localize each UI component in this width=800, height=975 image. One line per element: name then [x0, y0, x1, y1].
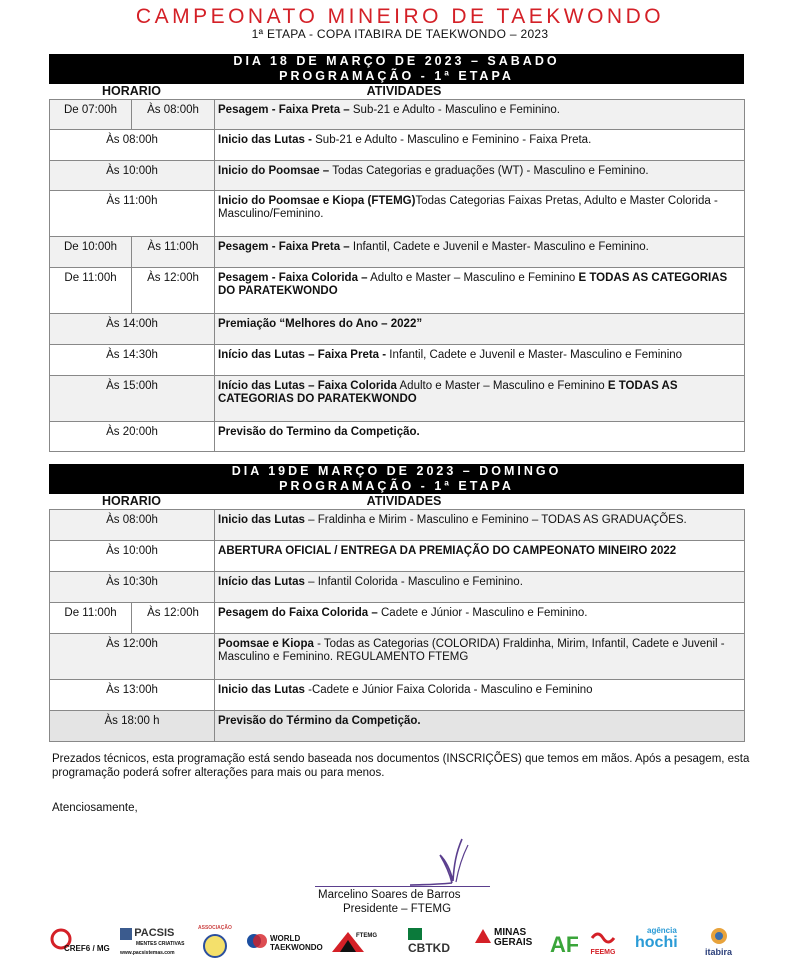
- activity-extra: E TODAS AS CATEGORIAS DO PARATEKWONDO: [218, 380, 678, 405]
- page-title: CAMPEONATO MINEIRO DE TAEKWONDO: [135, 5, 665, 28]
- activity-title: Previsão do Término da Competição.: [218, 715, 421, 727]
- horario-header: HORARIO: [101, 494, 162, 508]
- time-start: De 10:00h: [50, 237, 132, 268]
- table-row: [50, 603, 745, 634]
- horario-header: HORARIO: [101, 84, 162, 98]
- activity-cell: [215, 314, 745, 345]
- signature-role: Presidente – FTEMG: [343, 903, 452, 915]
- pacsis-icon: [120, 928, 132, 940]
- table-row: [50, 680, 745, 711]
- activity-cell: [215, 711, 745, 742]
- activity-cell: [215, 268, 745, 314]
- activity-cell: [215, 572, 745, 603]
- activity-detail: Infantil, Cadete e Juvenil e Master- Masculino e Feminino.: [349, 241, 649, 253]
- activity-cell: [215, 634, 745, 680]
- pacsis-logo: PACSIS MENTES CRIATIVAS www.pacsistemas.com: [120, 927, 185, 956]
- cref-logo: CREF6 / MG: [50, 928, 72, 952]
- time-start: De 11:00h: [50, 603, 132, 634]
- activity-detail: Adulto e Master – Masculino e Feminino: [396, 380, 608, 392]
- day1-header-bar: [49, 54, 744, 84]
- day1-program: PROGRAMAÇÃO - 1ª ETAPA: [279, 69, 514, 83]
- activity-cell: [215, 376, 745, 422]
- activity-detail: Todas Categorias e graduações (WT) - Masculino e Feminino.: [329, 165, 649, 177]
- cbtkd-logo: CBTKD: [408, 928, 450, 953]
- time-cell: Às 10:00h: [50, 161, 215, 191]
- time-cell: Às 12:00h: [50, 634, 215, 680]
- activity-title: Inicio do Poomsae e Kiopa (FTEMG): [218, 195, 416, 207]
- table-row: [50, 634, 745, 680]
- table-row: [50, 510, 745, 541]
- activity-detail: Adulto e Master – Masculino e Feminino: [367, 272, 579, 284]
- activity-detail: Todas Categorias Faixas Pretas, Adulto e Master Colorida -Masculino/Feminino.: [218, 195, 718, 220]
- signature-line: [315, 886, 490, 887]
- atividades-header: ATIVIDADES: [366, 84, 442, 98]
- feemg-wave-icon: [590, 928, 616, 946]
- activity-cell: [215, 161, 745, 191]
- activity-detail: Cadete e Júnior - Masculino e Feminino.: [377, 607, 588, 619]
- day2-header-bar: [49, 464, 744, 494]
- activity-title: Pesagem - Faixa Preta –: [218, 104, 350, 116]
- activity-title: Início das Lutas: [218, 576, 305, 588]
- activity-cell: [215, 541, 745, 572]
- closing-text: Atenciosamente,: [52, 802, 138, 814]
- agencia-hochi-logo: agência hochi: [635, 926, 678, 951]
- time-start: De 07:00h: [50, 100, 132, 130]
- af-emblem-icon: [548, 928, 578, 958]
- table-row: [50, 237, 745, 268]
- activity-cell: [215, 130, 745, 161]
- time-end: Às 12:00h: [132, 603, 215, 634]
- minas-triangle-icon: [474, 928, 492, 944]
- cbtkd-icon: [408, 928, 422, 940]
- activity-cell: [215, 237, 745, 268]
- svg-text:AF: AF: [550, 932, 578, 957]
- activity-detail: -Cadete e Júnior Faixa Colorida - Masculino e Feminino: [304, 684, 593, 696]
- table-row: [50, 572, 745, 603]
- day1-column-headers: [49, 84, 744, 99]
- time-cell: Às 14:30h: [50, 345, 215, 376]
- activity-title: Previsão do Termino da Competição.: [218, 426, 420, 438]
- time-cell: Às 08:00h: [50, 130, 215, 161]
- day2-program: PROGRAMAÇÃO - 1ª ETAPA: [279, 479, 514, 493]
- activity-title: Início das Lutas – Faixa Colorida: [218, 380, 397, 392]
- atividades-header: ATIVIDADES: [366, 494, 442, 508]
- activity-title: Inicio do Poomsae –: [218, 165, 330, 177]
- day2-column-headers: [49, 494, 744, 509]
- ftemg-logo: FTEMG: [330, 930, 370, 956]
- activity-cell: [215, 603, 745, 634]
- table-row: [50, 191, 745, 237]
- activity-title: Pesagem - Faixa Colorida –: [218, 272, 368, 284]
- time-cell: Às 11:00h: [50, 191, 215, 237]
- day1-schedule: [49, 54, 744, 452]
- activity-cell: [215, 100, 745, 130]
- table-row: [50, 345, 745, 376]
- af-logo: [548, 928, 578, 960]
- activity-cell: [215, 680, 745, 711]
- activity-cell: [215, 191, 745, 237]
- table-row: [50, 314, 745, 345]
- itabira-logo: itabira: [705, 926, 732, 957]
- activity-title: Inicio das Lutas: [218, 684, 305, 696]
- time-cell: Às 20:00h: [50, 422, 215, 452]
- table-row: [50, 422, 745, 452]
- activity-cell: [215, 345, 745, 376]
- table-row: [50, 376, 745, 422]
- time-cell: Às 10:30h: [50, 572, 215, 603]
- activity-detail: – Fraldinha e Mirim - Masculino e Feminino – TODAS AS GRADUAÇÕES.: [304, 514, 687, 526]
- activity-title: Pesagem do Faixa Colorida –: [218, 607, 378, 619]
- feemg-logo: FEEMG: [590, 928, 616, 957]
- time-cell: Às 10:00h: [50, 541, 215, 572]
- note-text: Prezados técnicos, esta programação está sendo baseada nos documentos (INSCRIÇÕES) que temos em mãos. Após a pesagem, esta programação poderá sofrer alterações para mais ou para menos.: [52, 753, 750, 779]
- activity-extra: E TODAS AS CATEGORIAS DO PARATEKWONDO: [218, 272, 728, 297]
- day1-table: [49, 99, 745, 452]
- activity-detail: Infantil, Cadete e Juvenil e Master- Masculino e Feminino: [386, 349, 683, 361]
- activity-detail: – Infantil Colorida - Masculino e Feminino.: [304, 576, 523, 588]
- table-row: [50, 161, 745, 191]
- activity-title: Inicio das Lutas: [218, 514, 305, 526]
- time-end: Às 11:00h: [132, 237, 215, 268]
- activity-title: Pesagem - Faixa Preta –: [218, 241, 350, 253]
- activity-detail: Sub-21 e Adulto - Masculino e Feminino.: [349, 104, 560, 116]
- signature-name: Marcelino Soares de Barros: [318, 889, 461, 901]
- day2-schedule: [49, 464, 744, 742]
- sponsor-logos: [50, 922, 750, 968]
- table-row: [50, 100, 745, 130]
- activity-title: Inicio das Lutas -: [218, 134, 312, 146]
- time-cell: Às 08:00h: [50, 510, 215, 541]
- table-row: [50, 130, 745, 161]
- page-subtitle: 1ª ETAPA - COPA ITABIRA DE TAEKWONDO – 2023: [251, 27, 549, 41]
- day2-date: DIA 19DE MARÇO DE 2023 – DOMINGO: [231, 464, 562, 478]
- association-logo: ASSOCIAÇÃO: [198, 924, 232, 961]
- activity-detail: Sub-21 e Adulto - Masculino e Feminino - Faixa Preta.: [311, 134, 592, 146]
- time-end: Às 12:00h: [132, 268, 215, 314]
- activity-title: Início das Lutas – Faixa Preta -: [218, 349, 387, 361]
- time-cell: Às 14:00h: [50, 314, 215, 345]
- activity-cell: [215, 422, 745, 452]
- activity-title: Poomsae e Kiopa: [218, 638, 314, 650]
- time-cell: Às 18:00 h: [50, 711, 215, 742]
- world-taekwondo-icon: [246, 930, 268, 952]
- time-end: Às 08:00h: [132, 100, 215, 130]
- table-row: [50, 541, 745, 572]
- activity-title: ABERTURA OFICIAL / ENTREGA DA PREMIAÇÃO DO CAMPEONATO MINEIRO 2022: [218, 545, 677, 557]
- activity-cell: [215, 510, 745, 541]
- time-cell: Às 15:00h: [50, 376, 215, 422]
- time-start: De 11:00h: [50, 268, 132, 314]
- table-row: [50, 711, 745, 742]
- signature-scribble: [410, 835, 490, 887]
- activity-title: Premiação “Melhores do Ano – 2022”: [218, 318, 423, 330]
- minas-gerais-logo: MINAS GERAIS: [474, 928, 492, 946]
- activity-detail: - Todas as Categorias (COLORIDA) Fraldinha, Mirim, Infantil, Cadete e Juvenil - Masculino e Feminino. REGULAMENTO FTEMG: [218, 638, 725, 663]
- association-emblem-icon: [202, 933, 228, 959]
- world-taekwondo-logo: WORLD TAEKWONDO: [246, 930, 268, 954]
- day2-table: [49, 509, 745, 742]
- itabira-icon: [709, 926, 729, 946]
- day1-date: DIA 18 DE MARÇO DE 2023 – SABADO: [233, 54, 560, 68]
- time-cell: Às 13:00h: [50, 680, 215, 711]
- table-row: [50, 268, 745, 314]
